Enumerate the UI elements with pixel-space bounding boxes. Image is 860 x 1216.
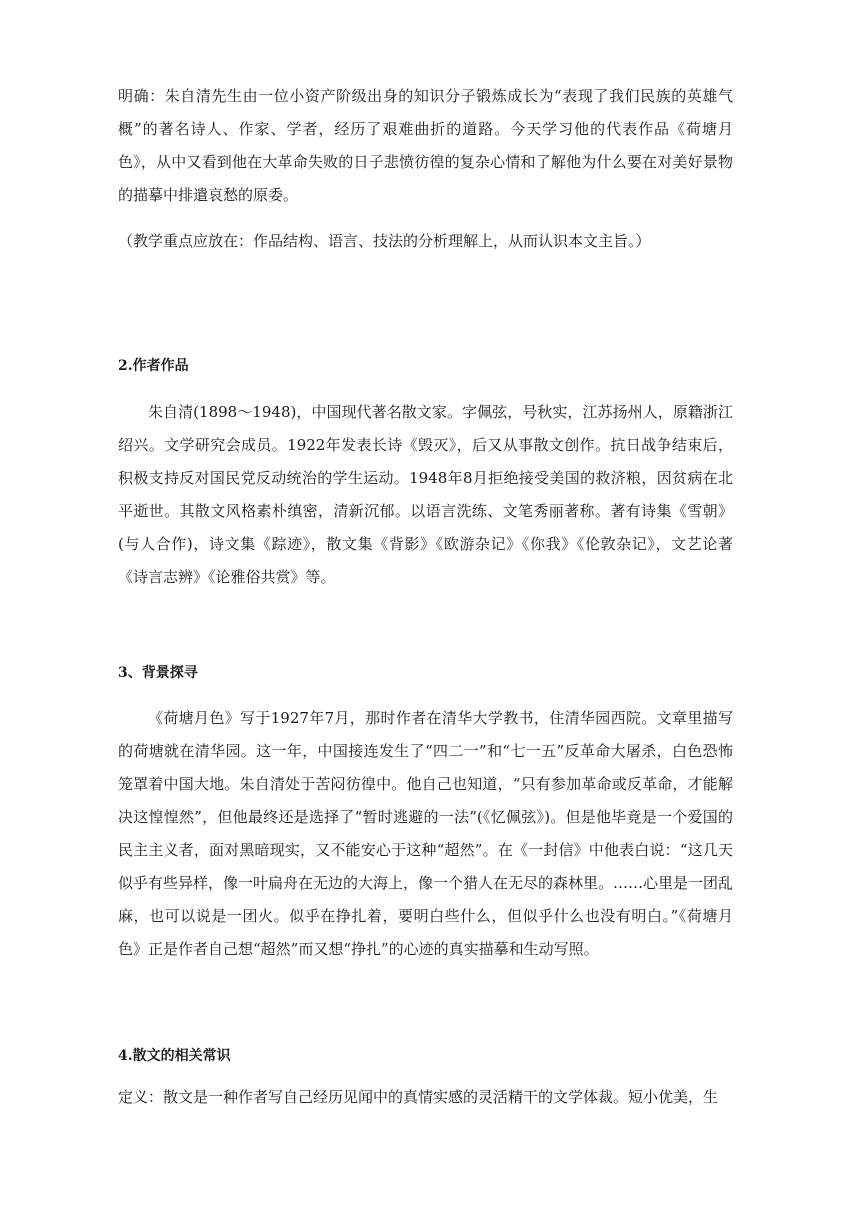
heading-essay-knowledge: 4.散文的相关常识: [118, 1048, 231, 1064]
paragraph-essay-definition: 定义：散文是一种作者写自己经历见闻中的真情实感的灵活精干的文学体裁。短小优美，生: [118, 1088, 719, 1106]
heading-background: 3、背景探寻: [118, 665, 198, 681]
paragraph-author-bio: 朱自清(1898～1948)，中国现代著名散文家。字佩弦，号秋实，江苏扬州人，原籍浙江绍兴。文学研究会成员。1922年发表长诗《毁灭》，后又从事散文创作。抗日战争结束后，积极支持反对国民党反动统治的学生运动。1948年8月拒绝接受美国的救济粮，因贫病在北平逝世。其散文风格素朴缜密，清新沉郁。以语言洗练、文笔秀丽著称。著有诗集《雪朝》(与人合作)，诗文集《踪迹》，散文集《背影》《欧游杂记》《你我》《伦敦杂记》，文艺论著《诗言志辨》《论雅俗共赏》等。: [118, 403, 733, 586]
paragraph-background: 《荷塘月色》写于1927年7月，那时作者在清华大学教书，住清华园西院。文章里描写的荷塘就在清华园。这一年，中国接连发生了“四二一”和“七一五”反革命大屠杀，白色恐怖笼罩着中国大地。朱自清处于苦闷彷徨中。他自己也知道，“只有参加革命或反革命，才能解决这惶惶然”，但他最终还是选择了“暂时逃避的一法”(《忆佩弦》)。但是他毕竟是一个爱国的民主主义者，面对黑暗现实，又不能安心于这种“超然”。在《一封信》中他表白说：“这几天似乎有些异样，像一叶扁舟在无边的大海上，像一个猎人在无尽的森林里。……心里是一团乱麻，也可以说是一团火。似乎在挣扎着，要明白些什么，但似乎什么也没有明白。”《荷塘月色》正是作者自己想“超然”而又想“挣扎”的心迹的真实描摹和生动写照。: [118, 709, 734, 958]
heading-author-works: 2.作者作品: [118, 358, 189, 374]
paragraph-teaching-focus: （教学重点应放在：作品结构、语言、技法的分析理解上，从而认识本文主旨。）: [118, 232, 651, 250]
paragraph-explanation: 明确：朱自清先生由一位小资产阶级出身的知识分子锻炼成长为“表现了我们民族的英雄气概”的著名诗人、作家、学者，经历了艰难曲折的道路。今天学习他的代表作品《荷塘月色》，从中又看到他在大革命失败的日子悲愤彷徨的复杂心情和了解他为什么要在对美好景物的描摹中排遣哀愁的原委。: [118, 87, 733, 204]
